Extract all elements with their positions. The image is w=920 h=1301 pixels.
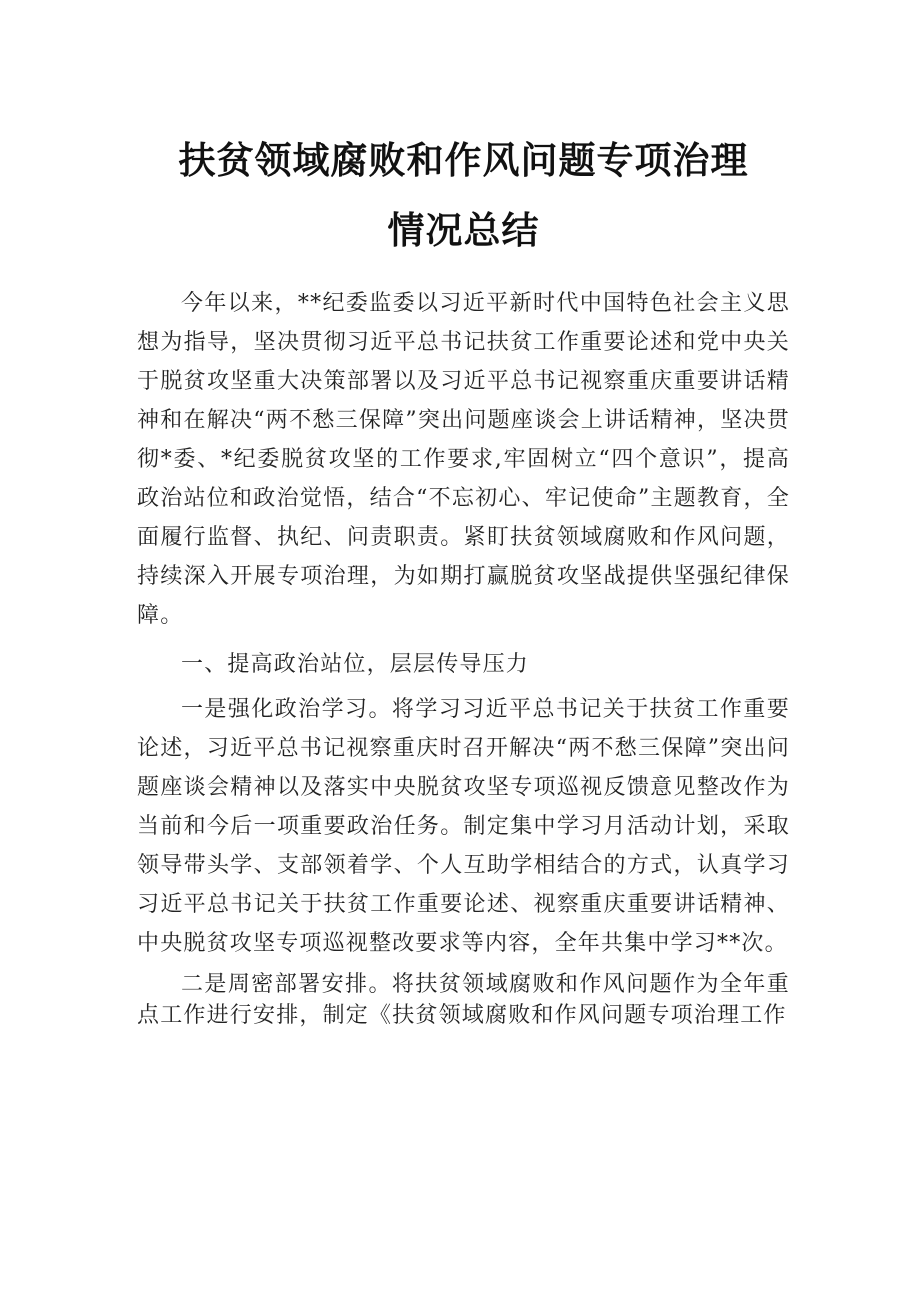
paragraph-deployment: 二是周密部署安排。将扶贫领域腐败和作风问题作为全年重点工作进行安排，制定《扶贫领域腐败和作风问题专项治理工作 [137,972,790,1028]
document-body [137,284,790,1031]
intro-paragraph: 今年以来，**纪委监委以习近平新时代中国特色社会主义思想为指导，坚决贯彻习近平总书记扶贫工作重要论述和党中央关于脱贫攻坚重大决策部署以及习近平总书记视察重庆重要讲话精神和在解决“两不愁三保障”突出问题座谈会上讲话精神，坚决贯彻*委、*纪委脱贫攻坚的工作要求,牢固树立“四个意识”，提高政治站位和政治觉悟，结合“不忘初心、牢记使命”主题教育，全面履行监督、执纪、问责职责。紧盯扶贫领域腐败和作风问题，持续深入开展专项治理，为如期打赢脱贫攻坚战提供坚强纪律保障。 [137,291,790,628]
paragraph-political-study: 一是强化政治学习。将学习习近平总书记关于扶贫工作重要论述，习近平总书记视察重庆时召开解决“两不愁三保障”突出问题座谈会精神以及落实中央脱贫攻坚专项巡视反馈意见整改作为当前和今后一项重要政治任务。制定集中学习月活动计划，采取领导带头学、支部领着学、个人互助学相结合的方式，认真学习习近平总书记关于扶贫工作重要论述、视察重庆重要讲话精神、中央脱贫攻坚专项巡视整改要求等内容，全年共集中学习**次。 [137,697,790,956]
section-heading-1: 一、提高政治站位，层层传导压力 [181,652,530,677]
title-line-1: 扶贫领域腐败和作风问题专项治理 [178,139,749,182]
document-title [137,0,790,266]
title-line-2: 情况总结 [387,209,540,252]
